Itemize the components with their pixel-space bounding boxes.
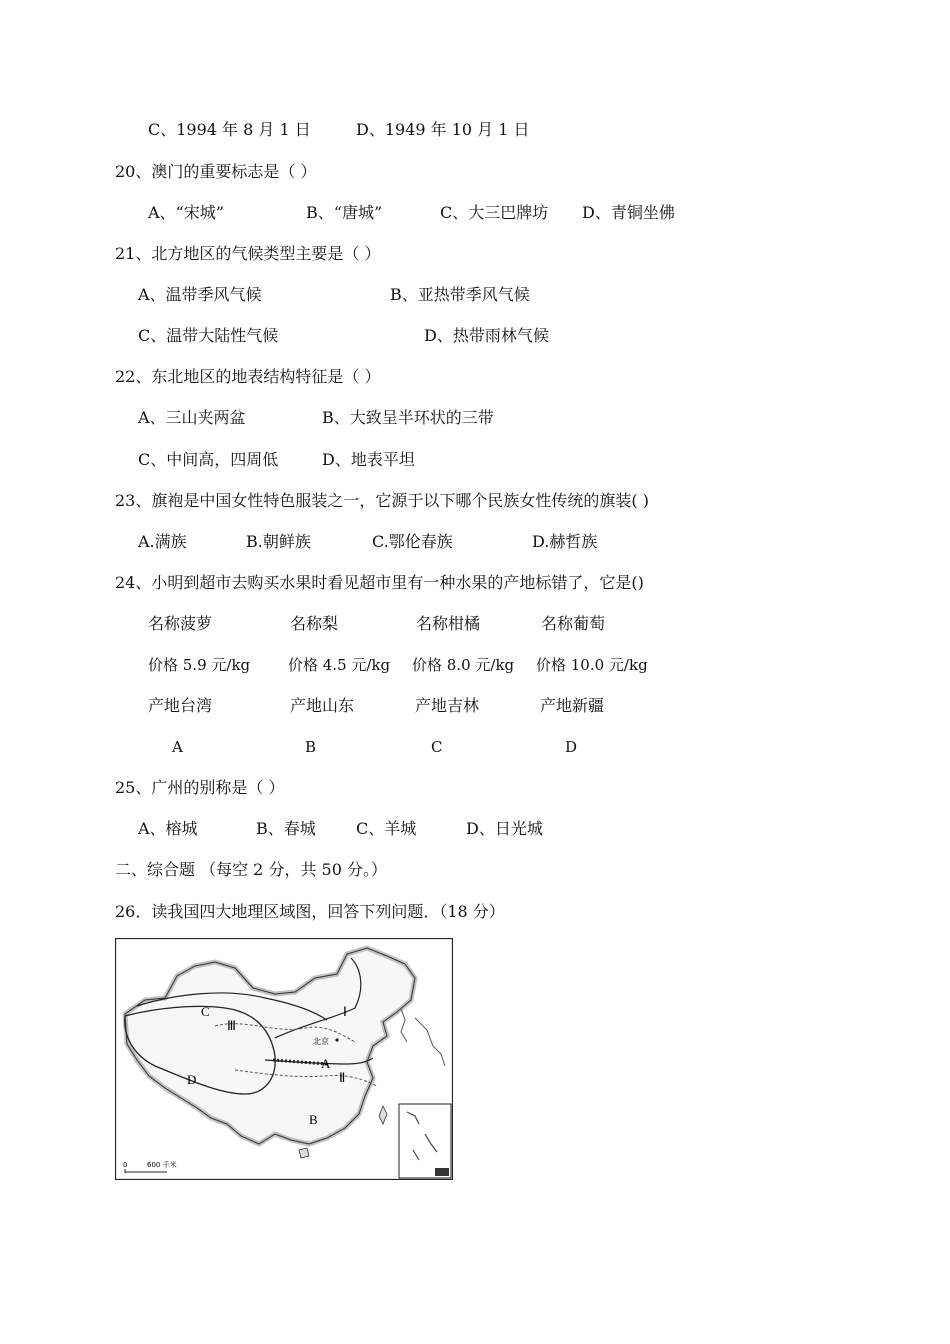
q22-option-d: D、地表平坦 bbox=[322, 450, 415, 469]
q24-letter-d: D bbox=[565, 738, 578, 756]
label-region-c: C bbox=[201, 1004, 210, 1019]
south-china-sea-inset bbox=[399, 1104, 451, 1178]
q22-option-a: A、三山夹两盆 bbox=[138, 408, 246, 427]
q24-price-a: 价格 5.9 元/kg bbox=[148, 656, 251, 674]
q24-letter-c: C bbox=[431, 738, 443, 756]
q23-option-b: B.朝鲜族 bbox=[246, 532, 311, 551]
q22-option-b: B、大致呈半环状的三带 bbox=[322, 408, 494, 427]
q19-option-c: C、1994 年 8 月 1 日 bbox=[148, 120, 311, 139]
q21-option-d: D、热带雨林气候 bbox=[424, 326, 549, 345]
q25-stem: 25、广州的别称是（ ） bbox=[115, 778, 285, 797]
q24-name-b: 名称梨 bbox=[290, 614, 339, 633]
island-hainan bbox=[299, 1148, 309, 1158]
q24-price-b: 价格 4.5 元/kg bbox=[288, 656, 391, 674]
q23-option-a: A.满族 bbox=[138, 532, 187, 551]
q23-option-c: C.鄂伦春族 bbox=[372, 532, 453, 551]
scale-zero: 0 bbox=[123, 1161, 128, 1169]
label-region-iii: Ⅲ bbox=[227, 1018, 236, 1033]
q25-option-d: D、日光城 bbox=[466, 819, 543, 838]
q24-name-a: 名称菠萝 bbox=[148, 614, 213, 633]
q24-name-c: 名称柑橘 bbox=[416, 614, 481, 633]
q24-name-d: 名称葡萄 bbox=[541, 614, 606, 633]
q24-price-c: 价格 8.0 元/kg bbox=[412, 656, 515, 674]
q20-option-b: B、“唐城” bbox=[306, 203, 383, 222]
q24-origin-a: 产地台湾 bbox=[148, 696, 213, 715]
section-2-title: 二、综合题 （每空 2 分，共 50 分。） bbox=[115, 860, 387, 879]
q22-stem: 22、东北地区的地表结构特征是（ ） bbox=[115, 367, 381, 386]
q24-origin-b: 产地山东 bbox=[290, 696, 355, 715]
q20-option-c: C、大三巴牌坊 bbox=[440, 203, 549, 222]
label-beijing: 北京 bbox=[313, 1037, 329, 1046]
q23-option-d: D.赫哲族 bbox=[532, 532, 598, 551]
q21-option-a: A、温带季风气候 bbox=[138, 285, 262, 304]
q21-stem: 21、北方地区的气候类型主要是（ ） bbox=[115, 244, 381, 263]
q20-stem: 20、澳门的重要标志是（ ） bbox=[115, 162, 317, 181]
q19-option-d: D、1949 年 10 月 1 日 bbox=[356, 120, 530, 139]
q24-origin-c: 产地吉林 bbox=[415, 696, 480, 715]
label-region-i: Ⅰ bbox=[343, 1004, 347, 1019]
q24-origin-d: 产地新疆 bbox=[540, 696, 605, 715]
china-regions-map bbox=[115, 938, 453, 1180]
q21-option-b: B、亚热带季风气候 bbox=[390, 285, 530, 304]
q25-option-a: A、榕城 bbox=[138, 819, 198, 838]
q26-stem: 26．读我国四大地理区域图，回答下列问题．（18 分） bbox=[115, 902, 505, 921]
scale-value: 600 千米 bbox=[147, 1161, 177, 1169]
q24-letter-a: A bbox=[172, 738, 183, 756]
q20-option-d: D、青铜坐佛 bbox=[582, 203, 675, 222]
q24-price-d: 价格 10.0 元/kg bbox=[536, 656, 648, 674]
q25-option-c: C、羊城 bbox=[356, 819, 417, 838]
q22-option-c: C、中间高，四周低 bbox=[138, 450, 279, 469]
q24-letter-b: B bbox=[305, 738, 317, 756]
label-region-d: D bbox=[187, 1072, 197, 1087]
q25-option-b: B、春城 bbox=[256, 819, 316, 838]
label-region-ii: Ⅱ bbox=[339, 1070, 346, 1085]
label-region-b: B bbox=[309, 1112, 318, 1127]
q21-option-c: C、温带大陆性气候 bbox=[138, 326, 279, 345]
q20-option-a: A、“宋城” bbox=[148, 203, 224, 222]
label-region-a: A bbox=[321, 1056, 331, 1071]
beijing-marker bbox=[335, 1038, 338, 1041]
q23-stem: 23、旗袍是中国女性特色服装之一，它源于以下哪个民族女性传统的旗装( ) bbox=[115, 491, 649, 510]
q24-stem: 24、小明到超市去购买水果时看见超市里有一种水果的产地标错了，它是() bbox=[115, 573, 644, 592]
